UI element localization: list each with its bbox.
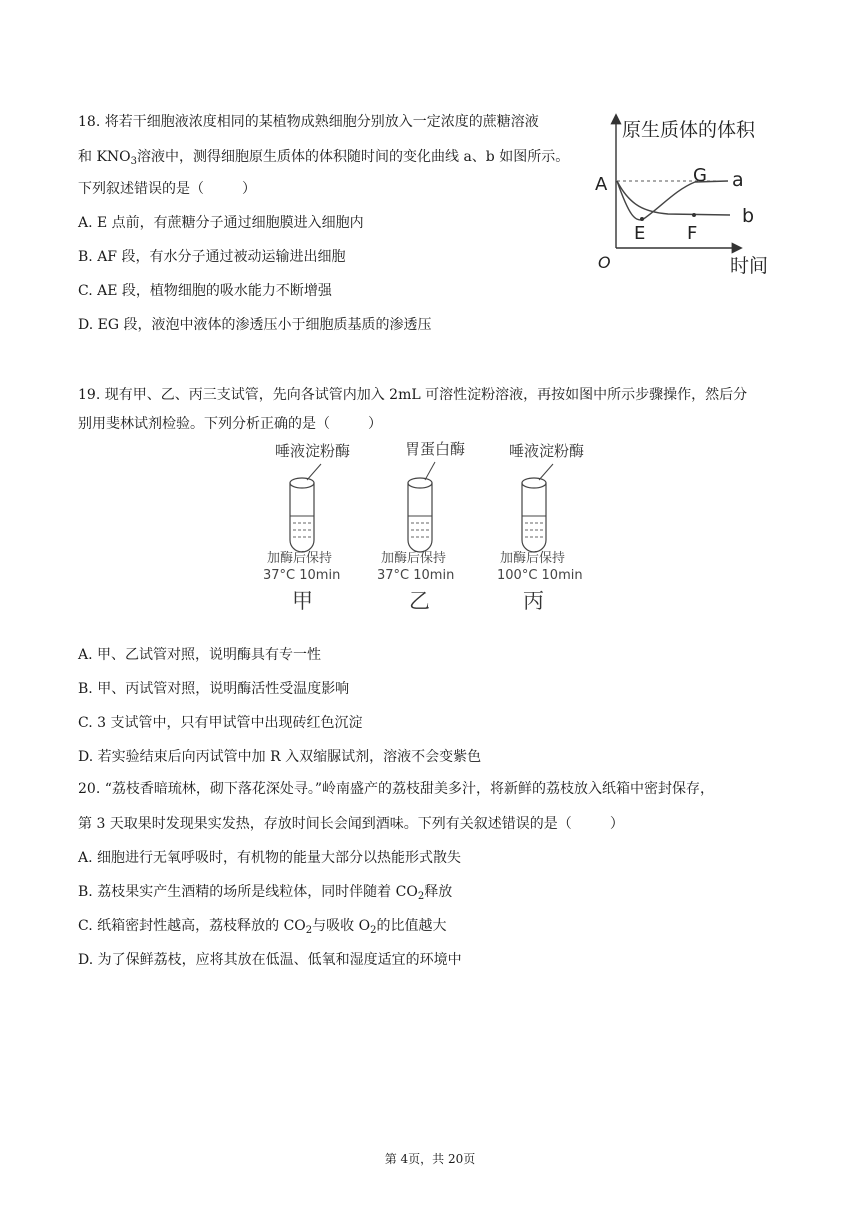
q20-stem-text: 第 3 天取果时发现果实发热，存放时间长会闻到酒味。下列有关叙述错误的是（ [78,816,572,832]
q19-option-c: C. 3 支试管中，只有甲试管中出现砖红色沉淀 [78,715,363,731]
point-f-label: F [687,223,698,244]
tube-enzyme-label: 唾液淀粉酶 [275,442,351,460]
q20-option-b [78,882,452,907]
q19-stem-text: 别用斐林试剂检验。下列分析正确的是（ [78,416,330,432]
tube-enzyme-label: 唾液淀粉酶 [509,442,585,460]
q20-stem-text: ） [609,816,624,832]
pointer-line [425,462,435,480]
pointer-line [539,464,553,480]
q18-protoplast-volume-graph [590,108,790,280]
point-a-label: A [595,174,608,195]
tube-enzyme-label: 胃蛋白酶 [405,440,466,458]
tube-name-label: 丙 [523,589,544,613]
tube-condition-label: 加酶后保持 [267,551,333,566]
tube-temperature-label: 37°C 10min [263,568,341,583]
q18-option-d: D. EG 段，液泡中液体的渗透压小于细胞质基质的渗透压 [78,317,432,333]
tube-mouth [290,478,314,488]
q20-option-c [78,916,446,941]
q18-stem-line3 [78,179,256,199]
pointer-line [307,464,321,480]
q20-option-c-text: 与吸收 O [312,918,371,934]
q20-option-a: A. 细胞进行无氧呼吸时，有机物的能量大部分以热能形式散失 [78,850,462,866]
q19-option-b: B. 甲、丙试管对照，说明酶活性受温度影响 [78,681,350,697]
test-tube-yi [377,440,465,613]
q18-stem-text: 下列叙述错误的是（ [78,181,204,197]
q20-option-b-text: 释放 [424,884,453,900]
tube-body [290,483,314,552]
q20-stem-line2 [78,814,624,834]
q19-option-a: A. 甲、乙试管对照，说明酶具有专一性 [78,647,322,663]
subscript: 2 [417,891,425,902]
q18-option-a: A. E 点前，有蔗糖分子通过细胞膜进入细胞内 [78,215,364,231]
point-f-marker [692,213,696,217]
q19-stem-line2 [78,414,382,434]
subscript: 2 [305,925,313,936]
tube-mouth [408,478,432,488]
tube-name-label: 甲 [292,589,313,613]
curve-a-label: a [732,169,744,191]
q18-stem-text: 溶液中，测得细胞原生质体的体积随时间的变化曲线 a、b 如图所示。 [137,149,570,165]
tube-condition-label: 加酶后保持 [500,551,566,566]
tube-body [522,483,546,552]
tube-body [408,483,432,552]
q20-option-d: D. 为了保鲜荔枝，应将其放在低温、低氧和湿度适宜的环境中 [78,952,462,968]
q19-test-tube-figure [255,436,600,616]
q18-stem-text: ） [242,181,256,197]
q18-option-b: B. AF 段，有水分子通过被动运输进出细胞 [78,249,346,265]
tube-condition-label: 加酶后保持 [381,551,447,566]
q19-option-d: D. 若实验结束后向丙试管中加 R 入双缩脲试剂，溶液不会变紫色 [78,749,482,765]
tube-name-label: 乙 [409,589,430,613]
tube-temperature-label: 37°C 10min [377,568,455,583]
point-g-label: G [693,165,707,186]
tube-temperature-label: 100°C 10min [497,568,583,583]
q20-option-b-text: B. 荔枝果实产生酒精的场所是线粒体，同时伴随着 CO [78,884,418,900]
curve-b-label: b [742,205,755,227]
point-e-marker [640,217,644,221]
q18-stem-line2 [78,147,569,172]
q19-stem-line1: 19. 现有甲、乙、丙三支试管，先向各试管内加入 2mL 可溶性淀粉溶液，再按如图中所示步骤操作，然后分 [78,387,748,403]
point-e-label: E [634,223,646,244]
q18-option-c: C. AE 段，植物细胞的吸水能力不断增强 [78,283,332,299]
q20-option-c-text: 的比值越大 [376,918,447,934]
test-tube-jia [263,442,350,613]
curve-b [617,181,730,215]
q19-stem-text: ） [368,416,382,432]
test-tube-bing [497,442,584,613]
subscript: 3 [130,156,138,167]
page-footer: 第 4页，共 20页 [384,1152,476,1166]
y-axis-label: 原生质体的体积 [622,119,756,141]
q18-stem-text: 和 KNO [78,149,131,165]
q20-option-c-text: C. 纸箱密封性越高，荔枝释放的 CO [78,918,306,934]
origin-label: O [598,253,611,272]
q18-stem-line1: 18. 将若干细胞液浓度相同的某植物成熟细胞分别放入一定浓度的蔗糖溶液 [78,114,539,130]
x-axis-label: 时间 [730,255,769,277]
tube-mouth [522,478,546,488]
q20-stem-line1: 20. “荔枝香暗琉林，砌下落花深处寻。”岭南盛产的荔枝甜美多汁，将新鲜的荔枝放入纸箱中密封保存， [78,781,715,797]
subscript: 2 [370,925,377,936]
